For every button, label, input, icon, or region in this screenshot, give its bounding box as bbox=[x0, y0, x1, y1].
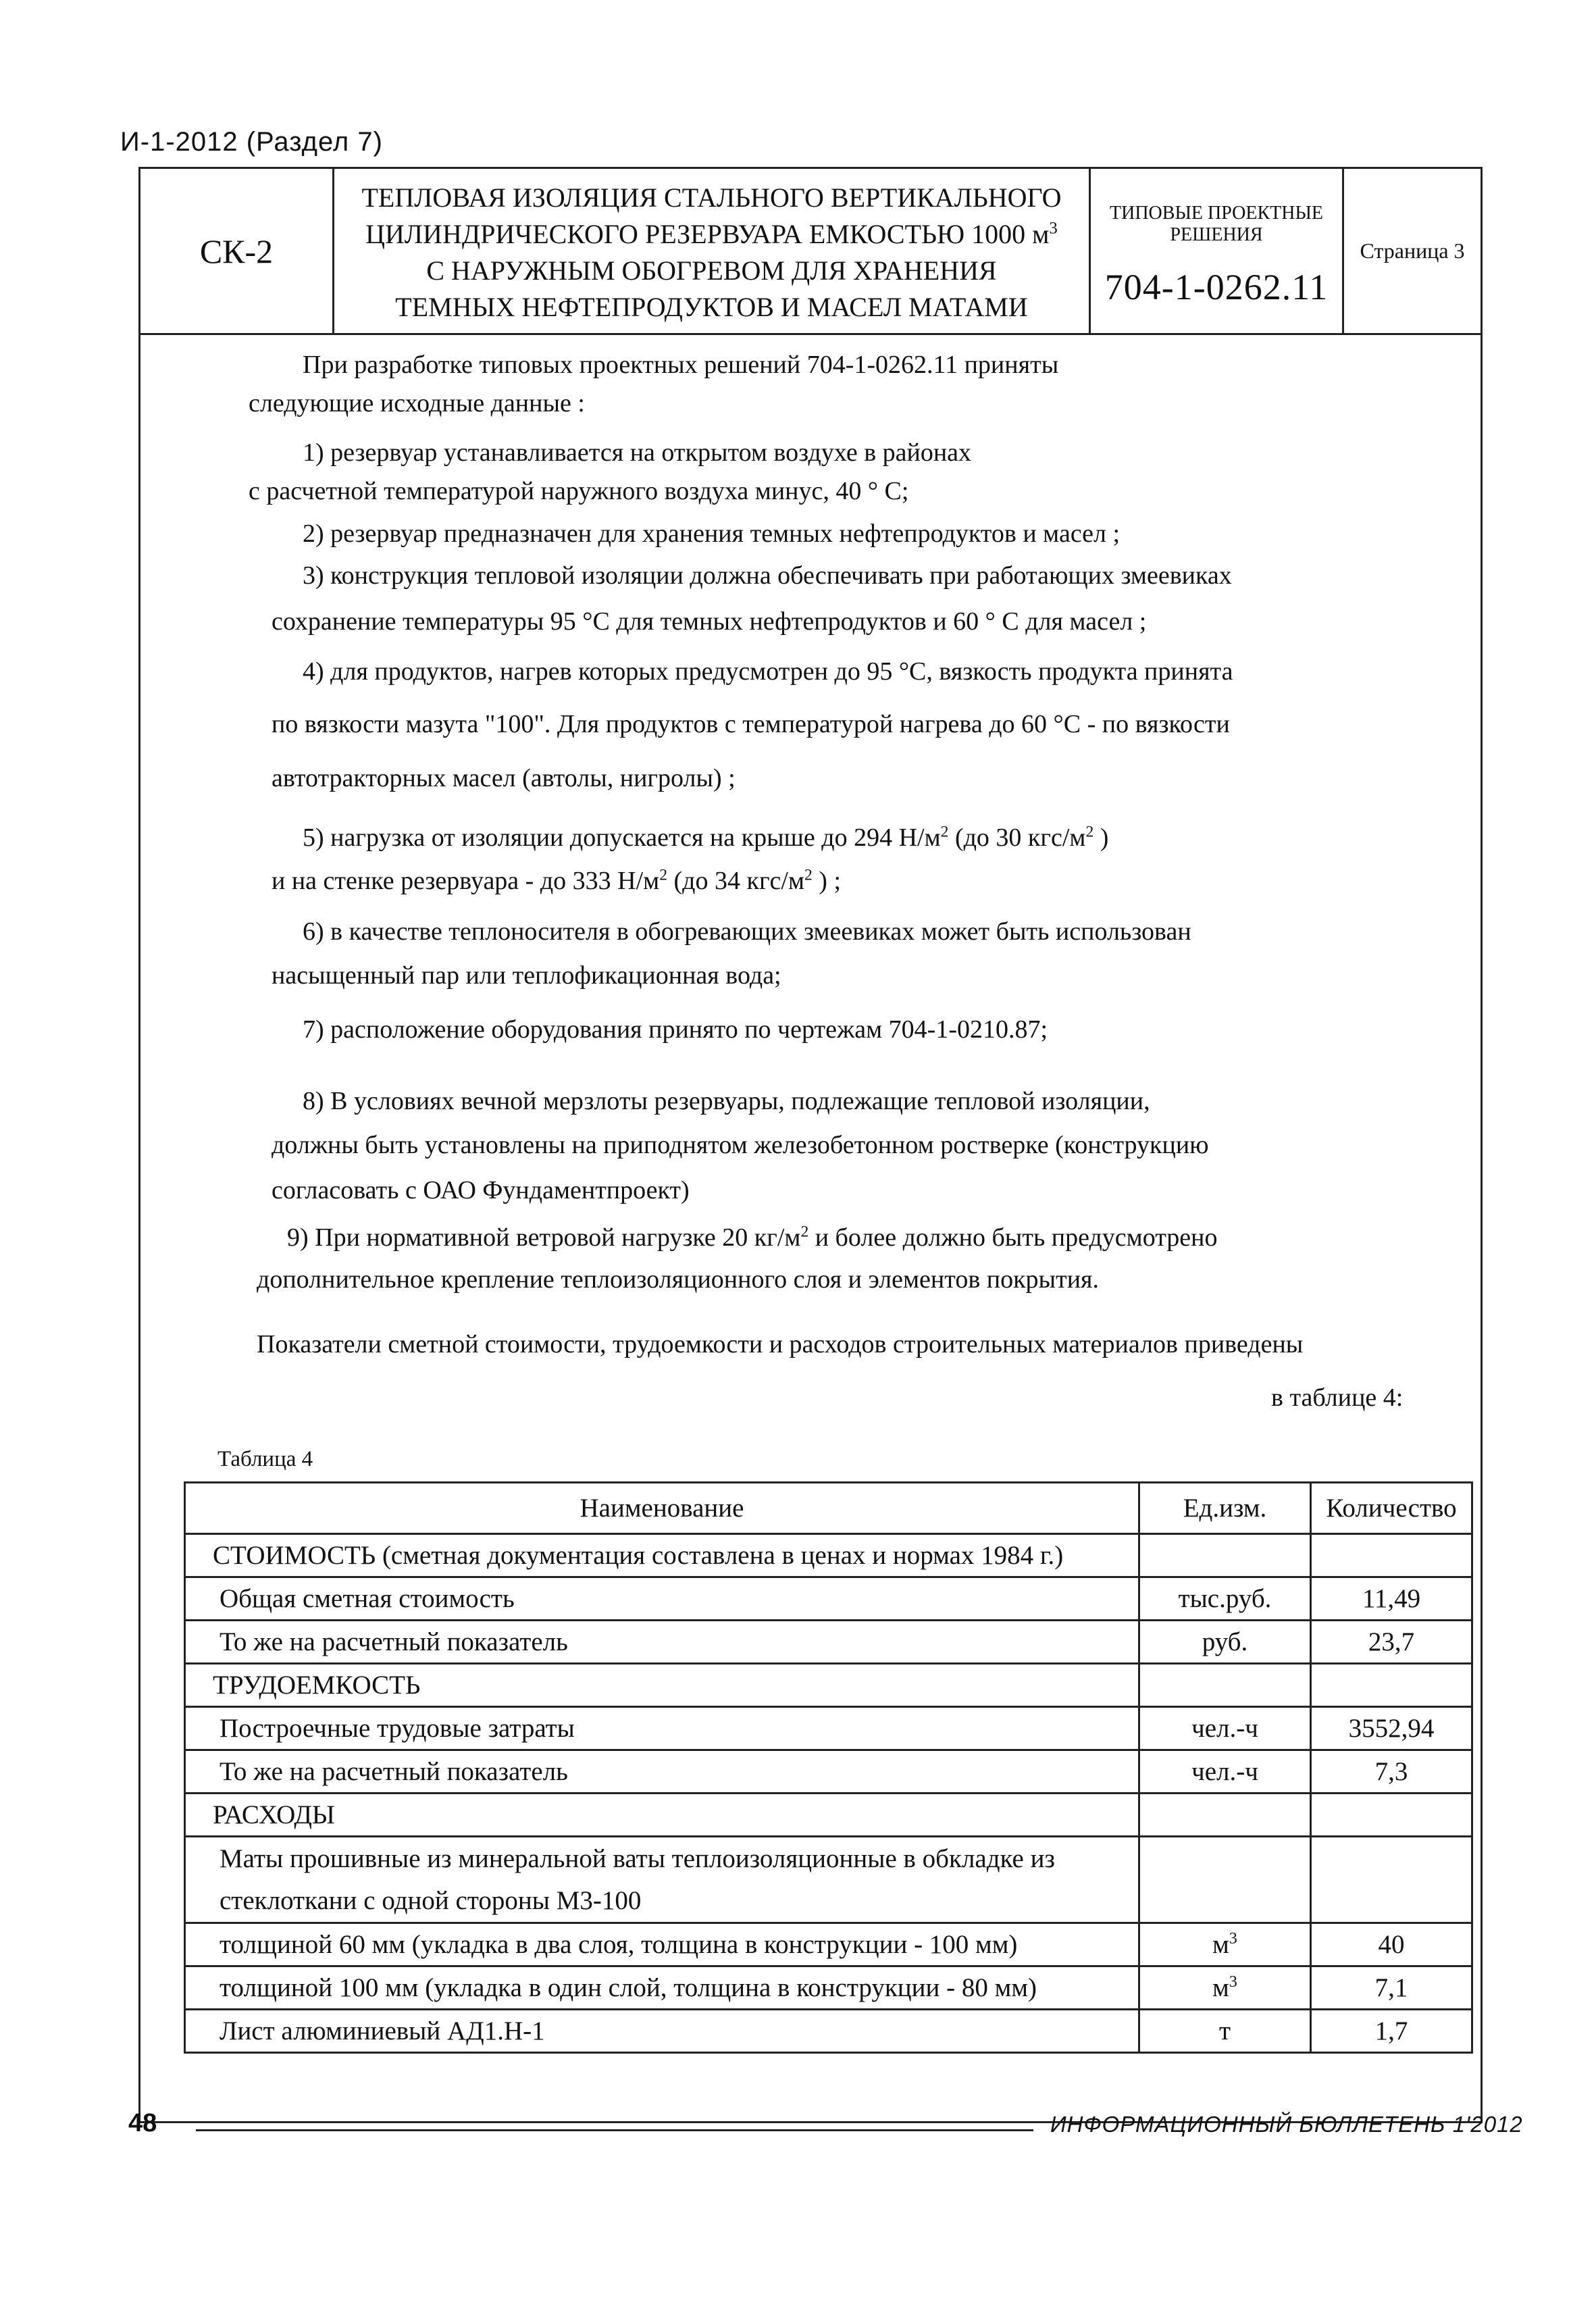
item-3-line-2: сохранение температуры 95 °С для темных нефтепродуктов и 60 ° С для масел ; bbox=[272, 607, 1147, 636]
item-7: 7) расположение оборудования принято по чертежам 704-1-0210.87; bbox=[303, 1015, 1048, 1044]
row-name: РАСХОДЫ bbox=[185, 1794, 1139, 1837]
row-unit: чел.-ч bbox=[1139, 1707, 1311, 1750]
item-6-line-1: 6) в качестве теплоносителя в обогревающих змеевиках может быть использован bbox=[303, 917, 1191, 946]
row-name: толщиной 60 мм (укладка в два слоя, толщина в конструкции - 100 мм) bbox=[185, 1923, 1139, 1966]
item-8-line-3: согласовать с ОАО Фундаментпроект) bbox=[272, 1176, 690, 1204]
row-unit: $м^3$ bbox=[1139, 1966, 1311, 2010]
row-unit bbox=[1139, 1880, 1311, 1923]
row-name: стеклоткани с одной стороны М3-100 bbox=[185, 1880, 1139, 1923]
item-8-line-2: должны быть установлены на приподнятом железобетонном ростверке (конструкцию bbox=[272, 1131, 1209, 1159]
table-header-row bbox=[185, 1483, 1472, 1534]
row-name: Маты прошивные из минеральной ваты теплоизоляционные в обкладке из bbox=[185, 1837, 1139, 1880]
document-reference: И-1-2012 (Раздел 7) bbox=[120, 127, 383, 157]
row-unit: т bbox=[1139, 2010, 1311, 2053]
table-row bbox=[185, 1923, 1472, 1966]
summary-line-1: Показатели сметной стоимости, трудоемкости и расходов строительных материалов приведены bbox=[257, 1330, 1304, 1358]
row-quantity bbox=[1311, 1880, 1472, 1923]
item-4-line-2: по вязкости мазута "100". Для продуктов с температурой нагрева до 60 °С - по вязкости bbox=[272, 710, 1230, 738]
row-quantity bbox=[1311, 1837, 1472, 1880]
item-2: 2) резервуар предназначен для хранения темных нефтепродуктов и масел ; bbox=[303, 519, 1121, 548]
table-row bbox=[185, 1577, 1472, 1621]
series-block bbox=[1091, 169, 1344, 333]
title-line-4: ТЕМНЫХ НЕФТЕПРОДУКТОВ И МАСЕЛ МАТАМИ bbox=[395, 292, 1028, 322]
item-1-line-1: 1) резервуар устанавливается на открытом воздухе в районах bbox=[303, 438, 972, 467]
title-line-1: ТЕПЛОВАЯ ИЗОЛЯЦИЯ СТАЛЬНОГО ВЕРТИКАЛЬНОГО bbox=[361, 182, 1062, 213]
row-name: толщиной 100 мм (укладка в один слой, толщина в конструкции - 80 мм) bbox=[185, 1966, 1139, 2010]
page-number: 48 bbox=[128, 2109, 157, 2137]
row-unit bbox=[1139, 1664, 1311, 1707]
publication-title: ИНФОРМАЦИОННЫЙ БЮЛЛЕТЕНЬ 1'2012 bbox=[1050, 2112, 1523, 2137]
intro-line-1: При разработке типовых проектных решений 704-1-0262.11 приняты bbox=[303, 351, 1059, 379]
row-quantity: 11,49 bbox=[1311, 1577, 1472, 1621]
item-5-line-2: и на стенке резервуара - до 333 $Н/м^2$ (до 34 кгс/$м^2$ ) ; bbox=[272, 866, 842, 895]
item-1-line-2: с расчетной температурой наружного воздуха минус, 40 ° С; bbox=[249, 477, 909, 505]
header-unit: Ед.изм. bbox=[1139, 1483, 1311, 1534]
summary-line-2: в таблице 4: bbox=[1271, 1383, 1404, 1412]
row-quantity: 1,7 bbox=[1311, 2010, 1472, 2053]
row-unit bbox=[1139, 1837, 1311, 1880]
item-9-line-1: 9) При нормативной ветровой нагрузке 20 $кг/м^2$ и более должно быть предусмотрено bbox=[287, 1223, 1218, 1252]
row-name: ТРУДОЕМКОСТЬ bbox=[185, 1664, 1139, 1707]
table-row bbox=[185, 1750, 1472, 1794]
title-line-3: С НАРУЖНЫМ ОБОГРЕВОМ ДЛЯ ХРАНЕНИЯ bbox=[426, 255, 997, 286]
table-row bbox=[185, 1621, 1472, 1664]
row-name: СТОИМОСТЬ (сметная документация составлена в ценах и нормах 1984 г.) bbox=[185, 1534, 1139, 1577]
row-quantity: 7,1 bbox=[1311, 1966, 1472, 2010]
item-8-line-1: 8) В условиях вечной мерзлоты резервуары, подлежащие тепловой изоляции, bbox=[303, 1087, 1150, 1115]
table-row bbox=[185, 2010, 1472, 2053]
table-row bbox=[185, 1966, 1472, 2010]
header-name: Наименование bbox=[185, 1483, 1139, 1534]
row-quantity bbox=[1311, 1794, 1472, 1837]
item-6-line-2: насыщенный пар или теплофикационная вода; bbox=[272, 961, 781, 990]
row-unit: $м^3$ bbox=[1139, 1923, 1311, 1966]
row-name: То же на расчетный показатель bbox=[185, 1621, 1139, 1664]
series-number: 704-1-0262.11 bbox=[1104, 267, 1329, 307]
title-block bbox=[140, 169, 1481, 335]
data-table bbox=[184, 1481, 1473, 2054]
document-title bbox=[334, 169, 1091, 333]
table-row bbox=[185, 1664, 1472, 1707]
page-label: Страница 3 bbox=[1360, 238, 1465, 263]
item-4-line-1: 4) для продуктов, нагрев которых предусмотрен до 95 °С, вязкость продукта принята bbox=[303, 657, 1233, 686]
item-4-line-3: автотракторных масел (автолы, нигролы) ; bbox=[272, 764, 736, 792]
table-row bbox=[185, 1707, 1472, 1750]
row-unit bbox=[1139, 1794, 1311, 1837]
footer-rule bbox=[196, 2129, 1033, 2131]
series-label: ТИПОВЫЕ ПРОЕКТНЫЕ РЕШЕНИЯ bbox=[1110, 203, 1323, 245]
row-unit: тыс.руб. bbox=[1139, 1577, 1311, 1621]
row-name: Построечные трудовые затраты bbox=[185, 1707, 1139, 1750]
title-line-2: ЦИЛИНДРИЧЕСКОГО РЕЗЕРВУАРА ЕМКОСТЬЮ 1000 $м^3$ bbox=[365, 219, 1058, 249]
row-quantity bbox=[1311, 1534, 1472, 1577]
table-row bbox=[185, 1534, 1472, 1577]
row-unit: чел.-ч bbox=[1139, 1750, 1311, 1794]
header-quantity: Количество bbox=[1311, 1483, 1472, 1534]
row-unit bbox=[1139, 1534, 1311, 1577]
row-quantity: 40 bbox=[1311, 1923, 1472, 1966]
table-row bbox=[185, 1794, 1472, 1837]
row-quantity bbox=[1311, 1664, 1472, 1707]
drawing-code: СК-2 bbox=[140, 169, 334, 333]
row-name: То же на расчетный показатель bbox=[185, 1750, 1139, 1794]
row-unit: руб. bbox=[1139, 1621, 1311, 1664]
table-row bbox=[185, 1880, 1472, 1923]
row-name: Лист алюминиевый АД1.Н-1 bbox=[185, 2010, 1139, 2053]
row-quantity: 23,7 bbox=[1311, 1621, 1472, 1664]
row-quantity: 3552,94 bbox=[1311, 1707, 1472, 1750]
item-9-line-2: дополнительное крепление теплоизоляционного слоя и элементов покрытия. bbox=[257, 1265, 1100, 1294]
row-quantity: 7,3 bbox=[1311, 1750, 1472, 1794]
item-5-line-1: 5) нагрузка от изоляции допускается на крыше до 294 $Н/м^2$ (до 30 кгс/$м^2$ ) bbox=[303, 823, 1109, 852]
intro-line-2: следующие исходные данные : bbox=[249, 389, 585, 417]
item-3-line-1: 3) конструкция тепловой изоляции должна обеспечивать при работающих змеевиках bbox=[303, 561, 1232, 590]
row-name: Общая сметная стоимость bbox=[185, 1577, 1139, 1621]
table-caption: Таблица 4 bbox=[217, 1447, 313, 1471]
table-row bbox=[185, 1837, 1472, 1880]
